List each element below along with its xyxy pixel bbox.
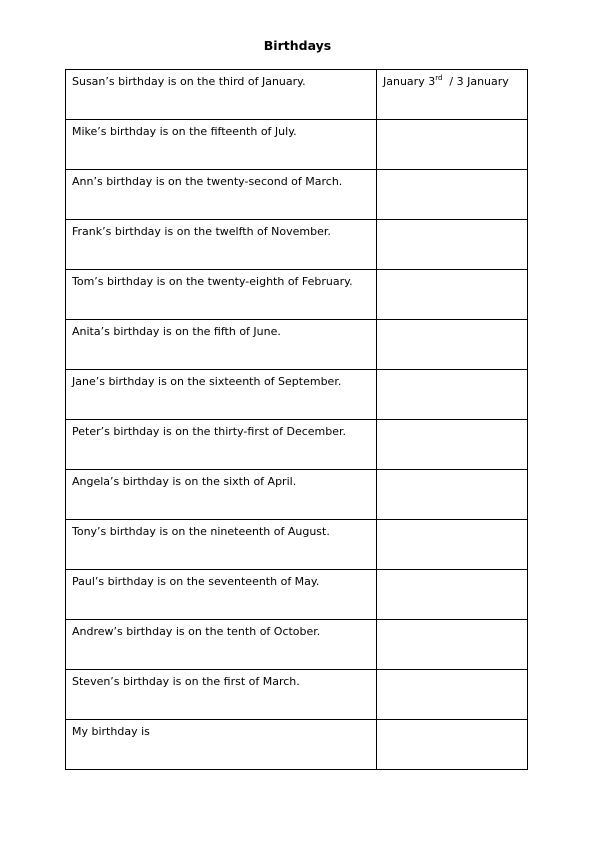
table-row	[66, 170, 528, 220]
sentence-cell	[66, 70, 377, 120]
sentence-cell	[66, 520, 377, 570]
table-row	[66, 570, 528, 620]
answer-month: January	[383, 75, 425, 88]
sentence-cell	[66, 620, 377, 670]
example-answer	[377, 70, 527, 88]
sentence-cell	[66, 320, 377, 370]
answer-cell[interactable]	[377, 370, 528, 420]
answer-cell[interactable]	[377, 720, 528, 770]
sentence-cell	[66, 670, 377, 720]
table-row	[66, 270, 528, 320]
sentence-text: Tony’s birthday is on the nineteenth of August.	[72, 525, 330, 538]
table-row	[66, 220, 528, 270]
answer-cell[interactable]	[377, 570, 528, 620]
sentence-text: Susan’s birthday is on the third of January.	[72, 75, 306, 88]
table-row	[66, 420, 528, 470]
answer-cell[interactable]	[377, 120, 528, 170]
table-row	[66, 620, 528, 670]
sentence-text: Andrew’s birthday is on the tenth of October.	[72, 625, 321, 638]
table-row	[66, 720, 528, 770]
table-row	[66, 520, 528, 570]
sentence-cell	[66, 470, 377, 520]
sentence-text: Anita’s birthday is on the fifth of June.	[72, 325, 281, 338]
answer-ordinal-suffix: rd	[435, 74, 443, 82]
sentence-cell	[66, 220, 377, 270]
answer-cell[interactable]	[377, 620, 528, 670]
answer-cell[interactable]	[377, 420, 528, 470]
sentence-text: Tom’s birthday is on the twenty-eighth of February.	[72, 275, 353, 288]
sentence-text: Angela’s birthday is on the sixth of April.	[72, 475, 297, 488]
answer-cell[interactable]	[377, 270, 528, 320]
table-row	[66, 470, 528, 520]
table-row	[66, 70, 528, 120]
sentence-text: Mike’s birthday is on the fifteenth of July.	[72, 125, 297, 138]
sentence-text: Frank’s birthday is on the twelfth of November.	[72, 225, 331, 238]
answer-cell[interactable]	[377, 170, 528, 220]
birthdays-table	[65, 69, 528, 770]
sentence-cell	[66, 120, 377, 170]
answer-cell[interactable]	[377, 470, 528, 520]
sentence-cell	[66, 370, 377, 420]
sentence-cell	[66, 270, 377, 320]
answer-cell[interactable]	[377, 670, 528, 720]
sentence-text: My birthday is	[72, 725, 150, 738]
answer-cell[interactable]	[377, 320, 528, 370]
answer-cell[interactable]	[377, 520, 528, 570]
table-row	[66, 370, 528, 420]
sentence-cell	[66, 420, 377, 470]
sentence-text: Steven’s birthday is on the first of March.	[72, 675, 300, 688]
sentence-cell	[66, 570, 377, 620]
sentence-cell	[66, 720, 377, 770]
answer-cell[interactable]	[377, 220, 528, 270]
answer-cell[interactable]	[377, 70, 528, 120]
answer-day: 3	[428, 75, 436, 88]
sentence-text: Ann’s birthday is on the twenty-second of March.	[72, 175, 343, 188]
page-title: Birthdays	[263, 38, 332, 53]
table-row	[66, 320, 528, 370]
table-row	[66, 120, 528, 170]
sentence-text: Paul’s birthday is on the seventeenth of May.	[72, 575, 320, 588]
sentence-cell	[66, 170, 377, 220]
sentence-text: Jane’s birthday is on the sixteenth of September.	[72, 375, 342, 388]
answer-alternative: / 3 January	[449, 75, 509, 88]
sentence-text: Peter’s birthday is on the thirty-first of December.	[72, 425, 347, 438]
table-row	[66, 670, 528, 720]
